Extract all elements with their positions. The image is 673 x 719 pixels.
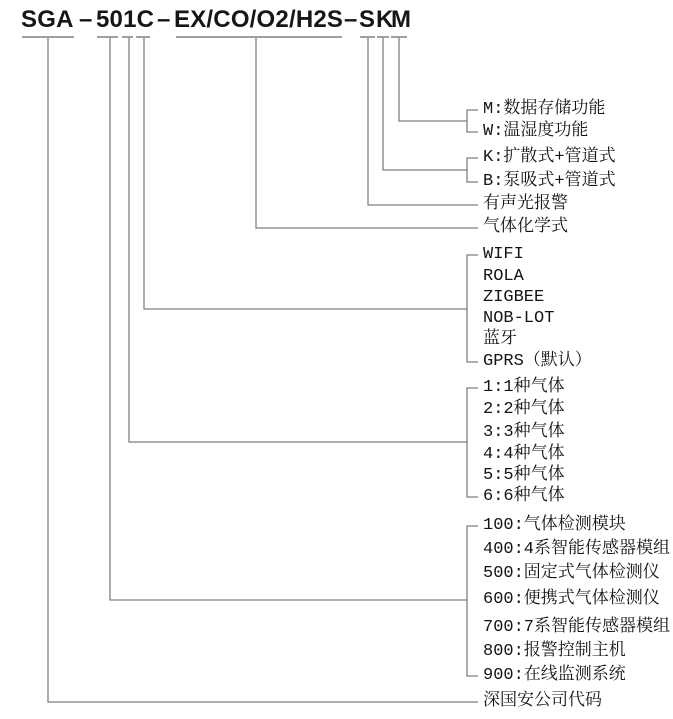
label-comm-zigbee: ZIGBEE [483, 288, 545, 307]
model-part-alarm-code: S [359, 6, 376, 33]
model-part-gases: EX/CO/O2/H2S [174, 6, 344, 33]
label-count-5: 5:5种气体 [483, 466, 565, 485]
label-comm-noblot: NOB-LOT [483, 309, 555, 328]
label-function-m: M:数据存储功能 [483, 100, 606, 119]
label-sampling-b: B:泵吸式+管道式 [483, 172, 616, 191]
label-company-code: 深国安公司代码 [483, 692, 602, 711]
model-part-series: 501C [96, 6, 155, 33]
line-gas-count [129, 38, 467, 442]
dash-icon: – [79, 6, 93, 33]
line-communication [144, 38, 467, 309]
line-gas-formula [256, 38, 478, 228]
label-comm-bluetooth: 蓝牙 [483, 330, 517, 349]
label-series-800: 800:报警控制主机 [483, 642, 626, 661]
label-series-500: 500:固定式气体检测仪 [483, 564, 660, 583]
label-alarm: 有声光报警 [483, 195, 568, 214]
dash-icon: – [344, 6, 358, 33]
label-comm-rola: ROLA [483, 267, 524, 286]
label-series-100: 100:气体检测模块 [483, 516, 626, 535]
label-count-4: 4:4种气体 [483, 445, 565, 464]
model-part-company: SGA [21, 6, 74, 33]
line-product-series [110, 38, 467, 600]
line-company-code [48, 38, 478, 702]
label-series-900: 900:在线监测系统 [483, 666, 626, 685]
label-count-3: 3:3种气体 [483, 423, 565, 442]
dash-icon: – [157, 6, 171, 33]
line-function [399, 38, 467, 121]
line-sampling [383, 38, 467, 170]
label-count-1: 1:1种气体 [483, 378, 565, 397]
model-part-function-code: M [391, 6, 412, 33]
label-comm-gprs: GPRS（默认） [483, 352, 592, 371]
label-comm-wifi: WIFI [483, 245, 524, 264]
label-sampling-k: K:扩散式+管道式 [483, 148, 616, 167]
bracket-gas-count [467, 388, 478, 497]
label-series-400: 400:4系智能传感器模组 [483, 540, 671, 559]
bracket-sampling [467, 158, 478, 182]
label-count-6: 6:6种气体 [483, 487, 565, 506]
label-series-600: 600:便携式气体检测仪 [483, 590, 660, 609]
bracket-communication [467, 255, 478, 362]
label-function-w: W:温湿度功能 [483, 122, 589, 141]
model-part-sampling-code: K [376, 6, 394, 33]
label-count-2: 2:2种气体 [483, 400, 565, 419]
label-series-700: 700:7系智能传感器模组 [483, 618, 671, 637]
label-gas-formula: 气体化学式 [483, 218, 568, 237]
bracket-product-series [467, 526, 478, 676]
bracket-function [467, 110, 478, 132]
